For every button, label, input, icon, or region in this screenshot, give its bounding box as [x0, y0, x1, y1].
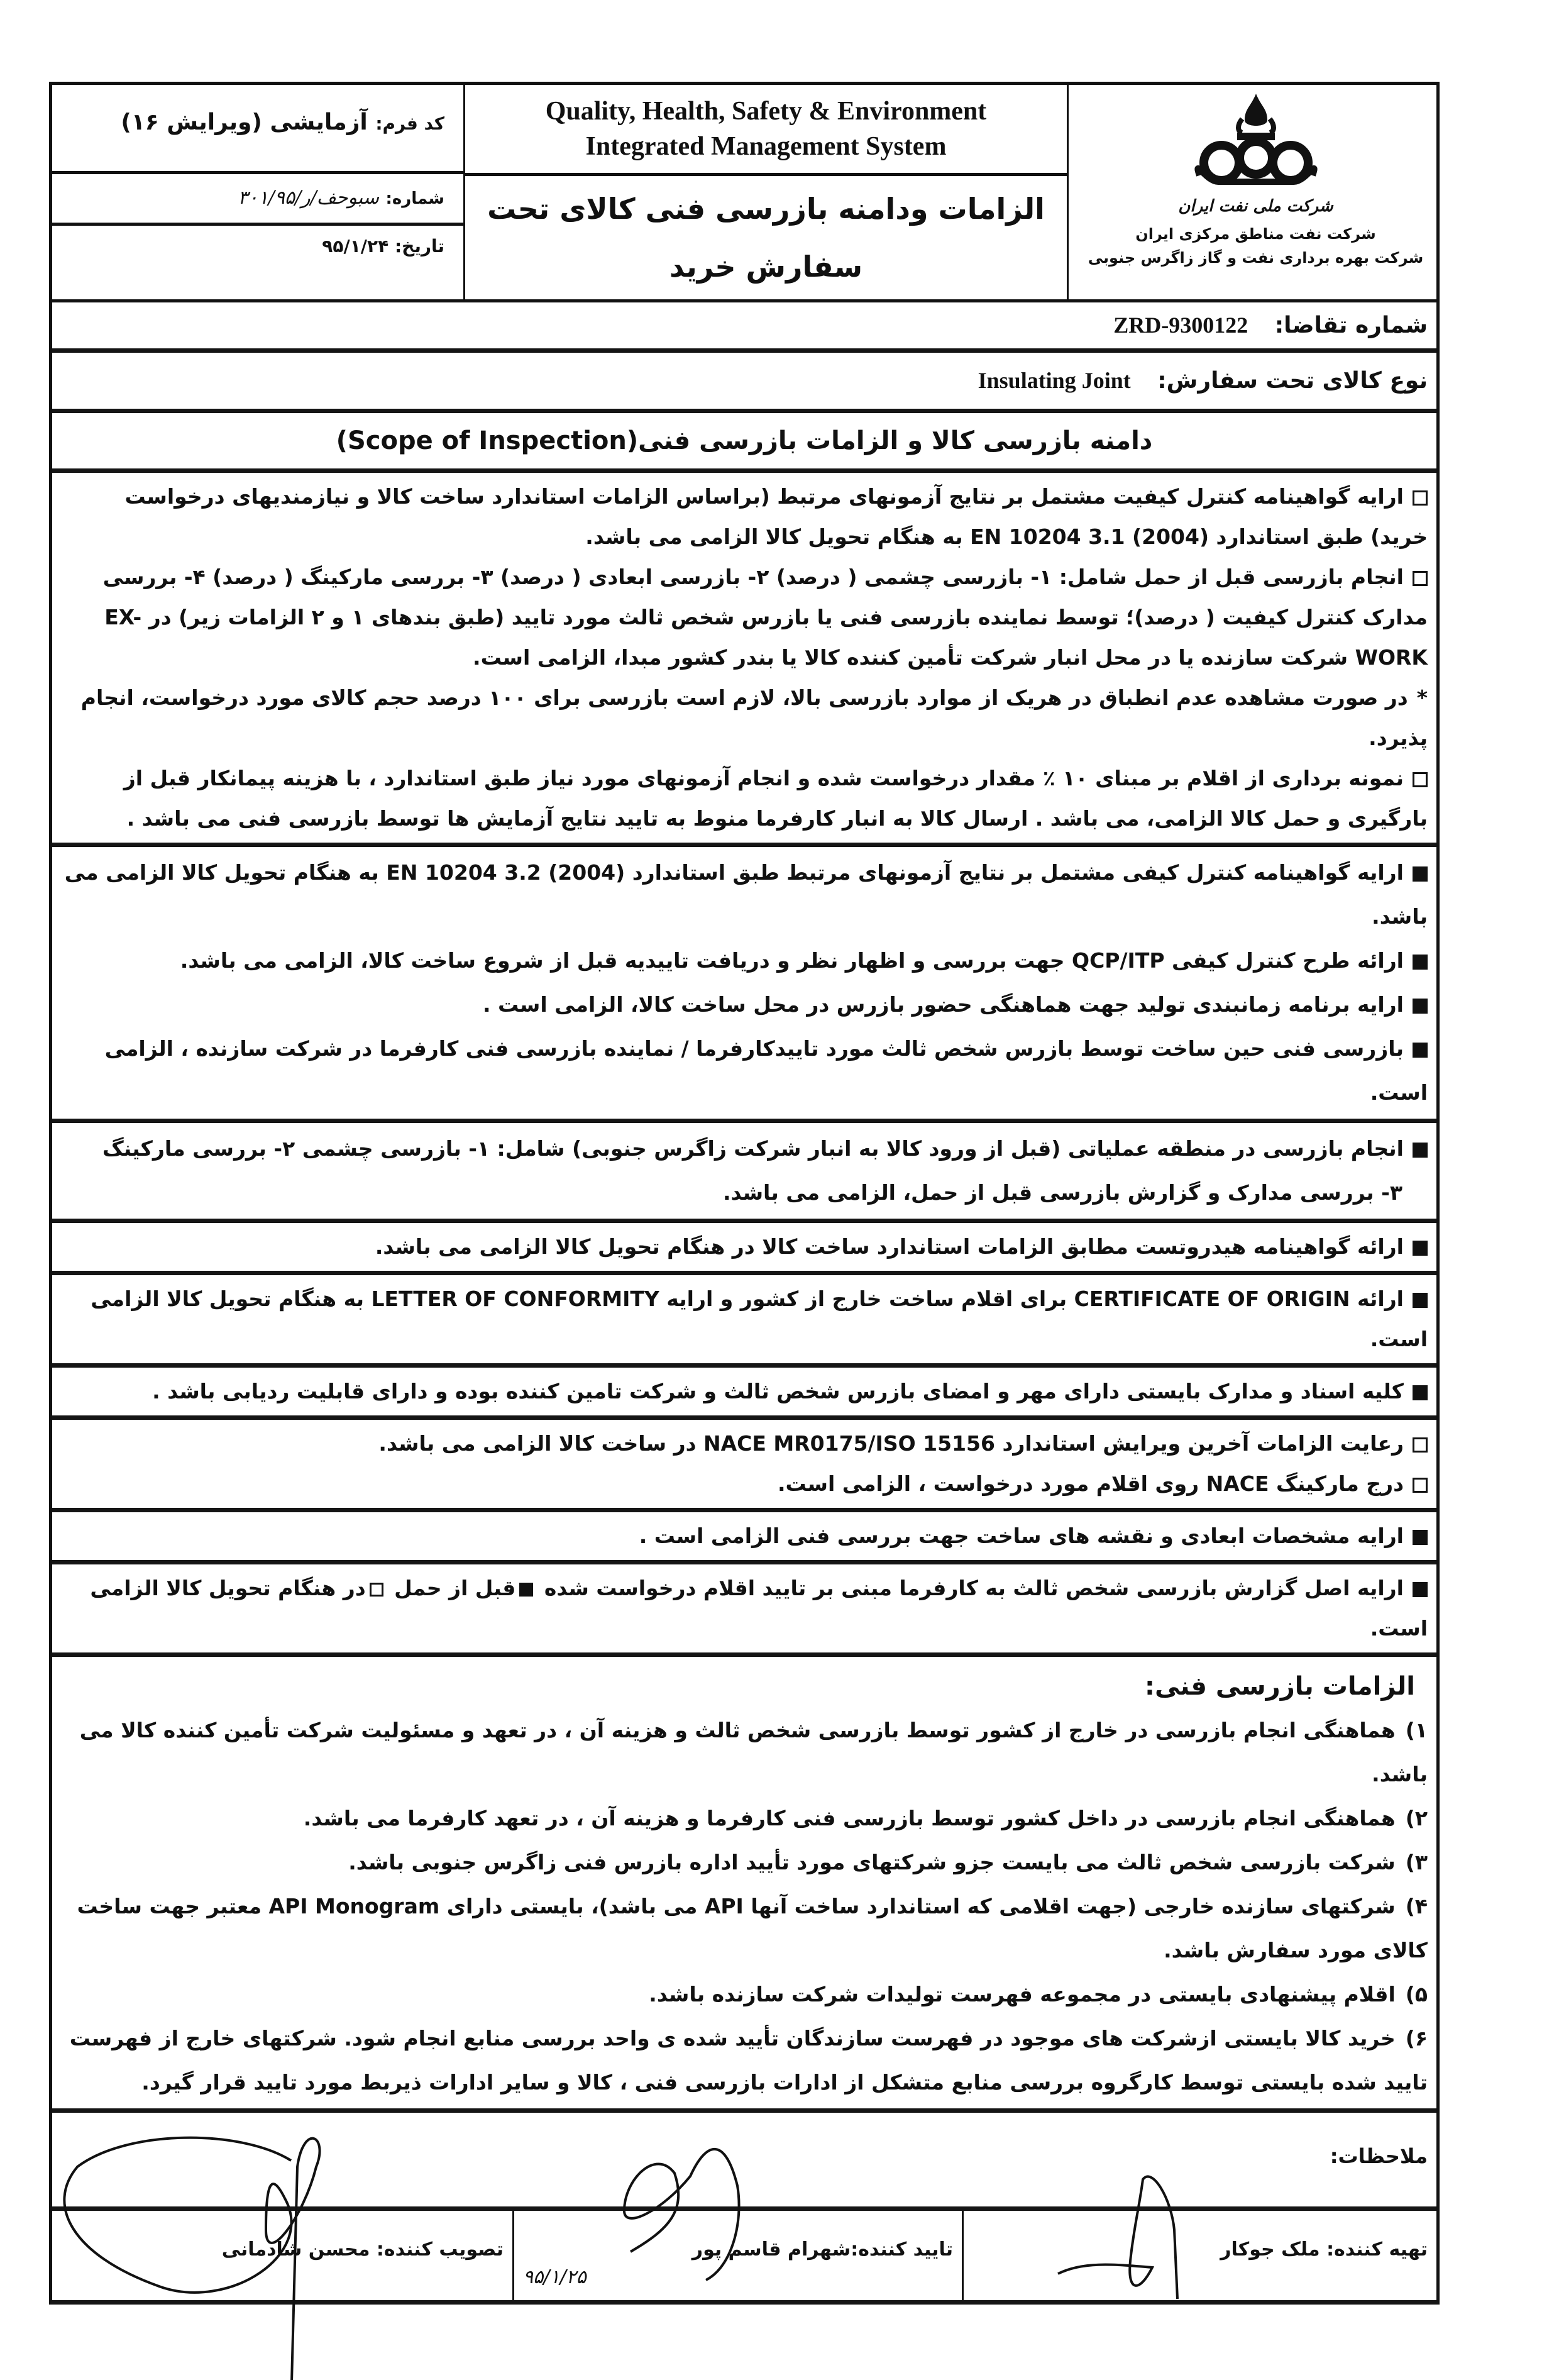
requirement-item: [61, 1708, 1428, 1796]
item-number: ۲): [1405, 1806, 1428, 1830]
form-code: [52, 85, 463, 174]
section1-note: [61, 678, 1428, 758]
checkbox[interactable]: [1413, 571, 1428, 586]
header-left-column: [52, 85, 465, 299]
item-text: هماهنگی انجام بازرسی در داخل کشور توسط بازرسی فنی کارفرما و هزینه آن ، در تعهد کارفرما می باشد.: [303, 1806, 1396, 1830]
item-text: ارائه طرح کنترل کیفی QCP/ITP جهت بررسی و اظهار نظر و دریافت تاییدیه قبل از شروع ساخت کالا، الزامی می باشد.: [180, 948, 1404, 973]
form-code-label: کد فرم:: [375, 113, 444, 134]
item-text: شرکت بازرسی شخص ثالث می بایست جزو شرکتهای مورد تأیید اداره بازرس فنی زاگرس جنوبی باشد.: [348, 1850, 1396, 1874]
section1-item: [61, 557, 1428, 678]
requirement-item: [61, 1840, 1428, 1885]
checkbox-checked[interactable]: [1413, 1241, 1428, 1256]
nace-item: [61, 1464, 1428, 1504]
section-1: [52, 473, 1436, 847]
goods-type-label: نوع کالای تحت سفارش:: [1157, 368, 1428, 394]
section1-item: [61, 758, 1428, 839]
item-text: ارایه برنامه زمانبندی تولید جهت هماهنگی حضور بازرس در محل ساخت کالا، الزامی است .: [482, 992, 1404, 1017]
item-text: ۳- بررسی مدارک و گزارش بازرسی قبل از حمل، الزامی می باشد.: [722, 1180, 1402, 1205]
document-title: [465, 176, 1067, 299]
item-text: شرکتهای سازنده خارجی (جهت اقلامی که استاندارد ساخت آنها API می باشد)، بایستی دارای API Monogram معتبر جهت ساخت کالای مورد سفارش باشد.: [77, 1894, 1428, 1962]
on-delivery-checkbox[interactable]: [370, 1583, 383, 1597]
company-name-1: شرکت نفت مناطق مرکزی ایران: [1135, 225, 1376, 243]
request-number-label: شماره تقاضا:: [1274, 313, 1428, 338]
checkbox-checked[interactable]: [1413, 1293, 1428, 1308]
checkbox[interactable]: [1413, 1478, 1428, 1493]
requirement-item: [61, 2017, 1428, 2105]
item-text: بازرسی فنی حین ساخت توسط بازرس شخص ثالث مورد تاییدکارفرما / نماینده بازرسی فنی کارفرما در شرکت سازنده ، الزامی است.: [104, 1036, 1428, 1105]
item-text: اقلام پیشنهادی بایستی در مجموعه فهرست تولیدات شرکت سازنده باشد.: [649, 1982, 1396, 2006]
item-text: ارائه CERTIFICATE OF ORIGIN برای اقلام ساخت خارج از کشور و ارایه LETTER OF CONFORMITY به هنگام تحویل کالا الزامی است.: [91, 1287, 1428, 1351]
checkbox-checked[interactable]: [1413, 955, 1428, 970]
form-code-value: آزمایشی (ویرایش ۱۶): [121, 109, 368, 135]
certificate-origin-row: [52, 1275, 1436, 1368]
before-shipment-label: قبل از حمل: [394, 1576, 516, 1600]
section2-item: [61, 939, 1428, 983]
doc-date: [52, 226, 463, 299]
item-text: انجام بازرسی در منطقه عملیاتی (قبل از ورود کالا به انبار شرکت زاگرس جنوبی) شامل: ۱- بازرسی چشمی ۲- بررسی مارکینگ: [102, 1136, 1404, 1161]
section-3: [52, 1123, 1436, 1223]
item-number: ۵): [1405, 1982, 1428, 2006]
doc-date-label: تاریخ:: [394, 236, 444, 257]
checkbox-checked[interactable]: [1413, 1530, 1428, 1545]
approval-date: ۹۵/۱/۲۵: [523, 2266, 587, 2288]
on-delivery-label: در هنگام تحویل کالا الزامی است.: [90, 1576, 1428, 1641]
requirement-item: [61, 1796, 1428, 1840]
goods-type-row: [52, 353, 1436, 413]
asterisk-marker: *: [1416, 685, 1428, 710]
header-middle-column: [465, 85, 1069, 299]
system-title-line2: Integrated Management System: [585, 132, 947, 161]
item-text: خرید کالا بایستی ازشرکت های موجود در فهرست سازندگان تأیید شده ی واحد بررسی منابع انجام شود. شرکتهای خارج از فهرست تایید شده بایستی توسط کارگروه بررسی منابع متشکل از ادارات بازرسی فنی ، کالا و سایر ادارات ذیربط مورد تایید قرار گیرد.: [69, 2026, 1428, 2095]
form-frame: [49, 302, 1440, 2305]
requirement-item: [61, 1973, 1428, 2017]
item-number: ۳): [1405, 1850, 1428, 1874]
dimensions-row: [52, 1512, 1436, 1564]
goods-type-value: Insulating Joint: [978, 368, 1131, 393]
checkbox[interactable]: [1413, 490, 1428, 506]
item-text: ارائه گواهینامه هیدروتست مطابق الزامات استاندارد ساخت کالا در هنگام تحویل کالا الزامی می باشد.: [375, 1234, 1404, 1259]
form-sheet: [49, 0, 1440, 2380]
prepared-cell: [962, 2211, 1436, 2300]
item-text: نمونه برداری از اقلام بر مبنای ۱۰ ٪ مقدار درخواست شده و انجام آزمونهای مورد نیاز طبق استاندارد ، با هزینه پیمانکار قبل از بارگیری و حمل کالا الزامی، می باشد . ارسال کالا به انبار کارفرما منوط به تایید نتایج آزمایش ها توسط بازرسی فنی می باشد .: [123, 766, 1428, 831]
nace-section: [52, 1420, 1436, 1512]
checkbox-checked[interactable]: [1413, 1385, 1428, 1400]
section2-item: [61, 983, 1428, 1027]
ratified-cell: [52, 2211, 512, 2300]
doc-number-value: سبوحف/ر/۳۰۱/۹۵: [238, 187, 380, 209]
requirements-section: [52, 1657, 1436, 2113]
document-title-line1: الزامات ودامنه بازرسی فنی کالای تحت: [487, 192, 1045, 226]
item-text: درج مارکینگ NACE روی اقلام مورد درخواست ، الزامی است.: [778, 1471, 1404, 1496]
item-text: انجام بازرسی قبل از حمل شامل: ۱- بازرسی چشمی ( درصد) ۲- بازرسی ابعادی ( درصد) ۳- بررسی مارکینگ ( درصد) ۴- بررسی مدارک کنترل کیفیت ( درصد)؛ توسط نماینده بازرسی فنی یا بازرس شخص ثالث مورد تایید (طبق بندهای ۱ و ۲ الزامات زیر) در EX-WORK شرکت سازنده یا در محل انبار شرکت تأمین کننده کالا یا بندر کشور مبدا، الزامی است.: [102, 565, 1428, 670]
item-number: ۶): [1405, 2026, 1428, 2051]
header-box: [49, 82, 1440, 302]
section1-item: [61, 477, 1428, 557]
request-number-row: [52, 302, 1436, 353]
original-report-row: [52, 1564, 1436, 1657]
section-2: [52, 847, 1436, 1123]
item-text: کلیه اسناد و مدارک بایستی دارای مهر و امضای بازرس شخص ثالث و شرکت تامین کننده بوده و دارای قابلیت ردیابی باشد .: [152, 1379, 1404, 1403]
item-number: ۱): [1405, 1718, 1428, 1742]
ratified-by: تصویب کننده: محسن شادمانی: [221, 2239, 504, 2261]
section3-line2: [61, 1171, 1428, 1215]
checkbox-checked[interactable]: [1413, 1582, 1428, 1597]
checkbox[interactable]: [1413, 1437, 1428, 1453]
item-text: در صورت مشاهده عدم انطباق در هریک از موارد بازرسی بالا، لازم است بازرسی برای ۱۰۰ درصد حجم کالای مورد درخواست، انجام پذیرد.: [80, 685, 1428, 750]
remarks-label: ملاحظات:: [1330, 2144, 1428, 2168]
item-text: رعایت الزامات آخرین ویرایش استاندارد NACE MR0175/ISO 15156 در ساخت کالا الزامی می باشد.: [378, 1431, 1404, 1456]
checkbox-checked[interactable]: [1413, 1143, 1428, 1158]
section3-line1: [61, 1127, 1428, 1171]
remarks-row: [52, 2113, 1436, 2211]
checkbox-checked[interactable]: [1413, 866, 1428, 882]
document-title-line2: سفارش خرید: [669, 250, 863, 284]
section2-item: [61, 1027, 1428, 1115]
requirement-item: [61, 1885, 1428, 1973]
approved-by: تایید کننده:شهرام قاسم پور: [691, 2239, 953, 2261]
doc-date-value: ۹۵/۱/۲۴: [322, 236, 389, 257]
item-text: هماهنگی انجام بازرسی در خارج از کشور توسط بازرسی شخص ثالث و هزینه آن ، در تعهد و مسئولیت شرکت تأمین کننده کالا می باشد.: [79, 1718, 1428, 1786]
scope-title: دامنه بازرسی کالا و الزامات بازرسی فنی(Scope of Inspection): [52, 413, 1436, 473]
request-number-value: ZRD-9300122: [1113, 313, 1248, 338]
system-title: [465, 85, 1067, 176]
doc-number-label: شماره:: [385, 189, 444, 208]
checkbox[interactable]: [1413, 772, 1428, 787]
item-text: ارایه مشخصات ابعادی و نقشه های ساخت جهت بررسی فنی الزامی است .: [639, 1524, 1404, 1548]
signature-row: [52, 2211, 1436, 2300]
nioc-logo-icon: [1174, 87, 1338, 194]
requirements-list: [61, 1708, 1428, 2105]
nace-item: [61, 1424, 1428, 1464]
item-text: ارایه گواهینامه کنترل کیفی مشتمل بر نتایج آزمونهای مرتبط طبق استاندارد (2004) EN 10204 3.2 به هنگام تحویل کالا الزامی می باشد.: [64, 860, 1428, 929]
item-number: ۴): [1405, 1894, 1428, 1918]
requirements-title: الزامات بازرسی فنی:: [1144, 1672, 1415, 1701]
hydrotest-row: [52, 1223, 1436, 1275]
section2-item: [61, 851, 1428, 939]
item-text: ارایه گواهینامه کنترل کیفیت مشتمل بر نتایج آزمونهای مرتبط (براساس الزامات استاندارد ساخت کالا و نیازمندیهای درخواست خرید) طبق استاندارد (2004) EN 10204 3.1 به هنگام تحویل کالا الزامی می باشد.: [124, 484, 1428, 549]
company-name-2: شرکت بهره برداری نفت و گاز زاگرس جنوبی: [1088, 249, 1424, 267]
checkbox-checked[interactable]: [1413, 1043, 1428, 1058]
item-text: ارایه اصل گزارش بازرسی شخص ثالث به کارفرما مبنی بر تایید اقلام درخواست شده: [544, 1576, 1404, 1600]
checkbox-checked[interactable]: [1413, 999, 1428, 1014]
before-shipment-checkbox[interactable]: [519, 1583, 533, 1597]
logo-caption: شرکت ملی نفت ایران: [1178, 197, 1333, 216]
prepared-by: تهیه کننده: ملک جوکار: [1220, 2239, 1428, 2261]
approved-cell: [512, 2211, 962, 2300]
doc-number: [52, 174, 463, 226]
documents-row: [52, 1368, 1436, 1420]
system-title-line1: Quality, Health, Safety & Environment: [545, 97, 987, 126]
company-block: [1069, 85, 1443, 299]
